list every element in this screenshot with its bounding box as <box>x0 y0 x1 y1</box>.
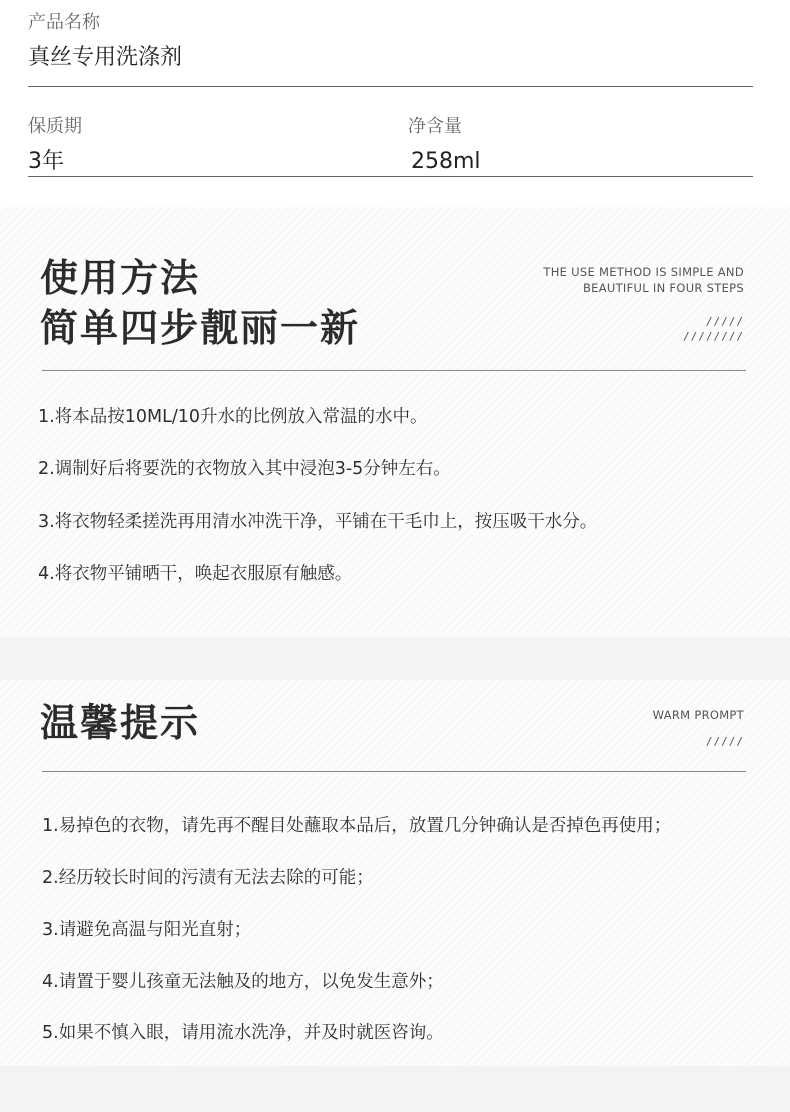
product-name-field <box>28 12 753 88</box>
usage-slash-decoration-1: ///// <box>705 315 744 328</box>
net-content-underline <box>408 176 753 177</box>
tips-divider <box>42 771 746 772</box>
shelf-life-label: 保质期 <box>28 116 82 137</box>
tip-item-4: 4.请置于婴儿孩童无法触及的地方，以免发生意外； <box>42 972 444 992</box>
usage-slash-decoration-2: //////// <box>683 330 744 343</box>
tip-item-5: 5.如果不慎入眼，请用流水洗净，并及时就医咨询。 <box>42 1023 444 1043</box>
usage-english-line2: BEAUTIFUL IN FOUR STEPS <box>582 281 744 295</box>
tip-item-2: 2.经历较长时间的污渍有无法去除的可能； <box>42 868 374 888</box>
usage-title: 使用方法 <box>40 256 201 300</box>
usage-step-2: 2.调制好后将要洗的衣物放入其中浸泡3-5分钟左右。 <box>38 459 451 479</box>
usage-step-1: 1.将本品按10ML/10升水的比例放入常温的水中。 <box>38 407 428 427</box>
product-info <box>0 0 790 207</box>
shelf-life-field <box>28 116 408 178</box>
tip-item-1: 1.易掉色的衣物，请先再不醒目处蘸取本品后，放置几分钟确认是否掉色再使用； <box>42 816 672 836</box>
usage-section <box>0 207 790 637</box>
tip-item-3: 3.请避免高温与阳光直射； <box>42 920 252 940</box>
tips-slash-decoration: ///// <box>705 735 744 748</box>
usage-step-3: 3.将衣物轻柔搓洗再用清水冲洗干净，平铺在干毛巾上，按压吸干水分。 <box>38 512 598 532</box>
product-name-label: 产品名称 <box>28 12 100 33</box>
usage-step-4: 4.将衣物平铺晒干，唤起衣服原有触感。 <box>38 564 353 584</box>
shelf-life-value: 3年 <box>28 149 64 174</box>
usage-subtitle: 简单四步靓丽一新 <box>40 306 361 350</box>
shelf-life-underline <box>28 176 408 177</box>
net-content-field <box>408 116 753 178</box>
usage-english-line1: THE USE METHOD IS SIMPLE AND <box>543 265 744 279</box>
product-name-underline <box>28 86 753 87</box>
tips-section <box>0 680 790 1066</box>
usage-divider <box>42 370 746 371</box>
tips-english-line: WARM PROMPT <box>652 708 744 722</box>
product-name-value: 真丝专用洗涤剂 <box>28 45 183 70</box>
tips-title: 温馨提示 <box>40 701 201 745</box>
net-content-value: 258ml <box>411 149 481 174</box>
net-content-label: 净含量 <box>408 116 462 137</box>
